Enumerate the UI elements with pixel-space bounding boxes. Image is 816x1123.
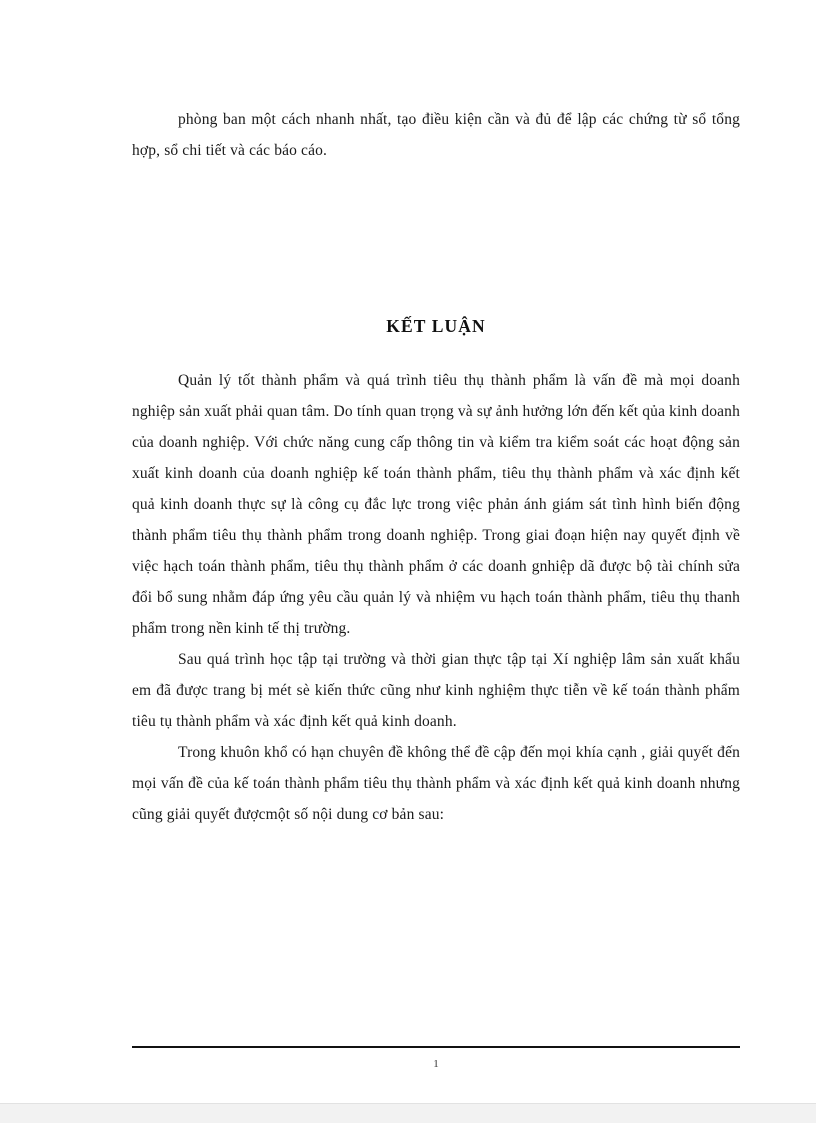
footer-divider: [132, 1046, 740, 1048]
body-paragraph-1: Quản lý tốt thành phẩm và quá trình tiêu thụ thành phẩm là vấn đề mà mọi doanh nghiệp sản xuất phải quan tâm. Do tính quan trọng và sự ảnh hưởng lớn đến kết qủa kinh doanh của doanh nghiệp. Với chức năng cung cấp thông tin và kiểm tra kiểm soát các hoạt động sản xuất kinh doanh của doanh nghiệp kế toán thành phẩm, tiêu thụ thành phẩm và xác định kết quả kinh doanh thực sự là công cụ đắc lực trong việc phản ánh giám sát tình hình biến động thành phẩm tiêu thụ thành phẩm trong doanh nghiệp. Trong giai đoạn hiện nay quyết định về việc hạch toán thành phẩm, tiêu thụ thành phẩm ở các doanh gnhiệp dã được bộ tài chính sửa đổi bổ sung nhằm đáp ứng yêu cầu quản lý và nhiệm vu hạch toán thành phẩm, tiêu thụ thanh phẩm trong nền kinh tế thị trường.: [132, 372, 740, 637]
page-content: [132, 104, 740, 830]
vertical-spacer: [132, 166, 740, 316]
body-paragraph-3: Trong khuôn khổ có hạn chuyên đề không thể đề cập đến mọi khía cạnh , giải quyết đến mọi vấn đề của kế toán thành phẩm tiêu thụ thành phẩm và xác định kết quả kinh doanh nhưng cũng giải quyết đượcmột số nội dung cơ bản sau:: [132, 744, 740, 823]
top-paragraph: phòng ban một cách nhanh nhất, tạo điều kiện cần và đủ để lập các chứng từ sổ tổng hợp, sổ chi tiết và các báo cáo.: [132, 111, 740, 159]
heading-spacer: [132, 337, 740, 365]
page-number: 1: [433, 1058, 439, 1070]
section-heading: KẾT LUẬN: [386, 316, 486, 336]
page-bottom-band: [0, 1103, 816, 1123]
body-paragraph-2: Sau quá trình học tập tại trường và thời gian thực tập tại Xí nghiệp lâm sản xuất khẩu em đã được trang bị mét sè kiến thức cũng như kinh nghiệm thực tiễn về kế toán thành phẩm tiêu tụ thành phẩm và xác định kết quả kinh doanh.: [132, 651, 740, 730]
